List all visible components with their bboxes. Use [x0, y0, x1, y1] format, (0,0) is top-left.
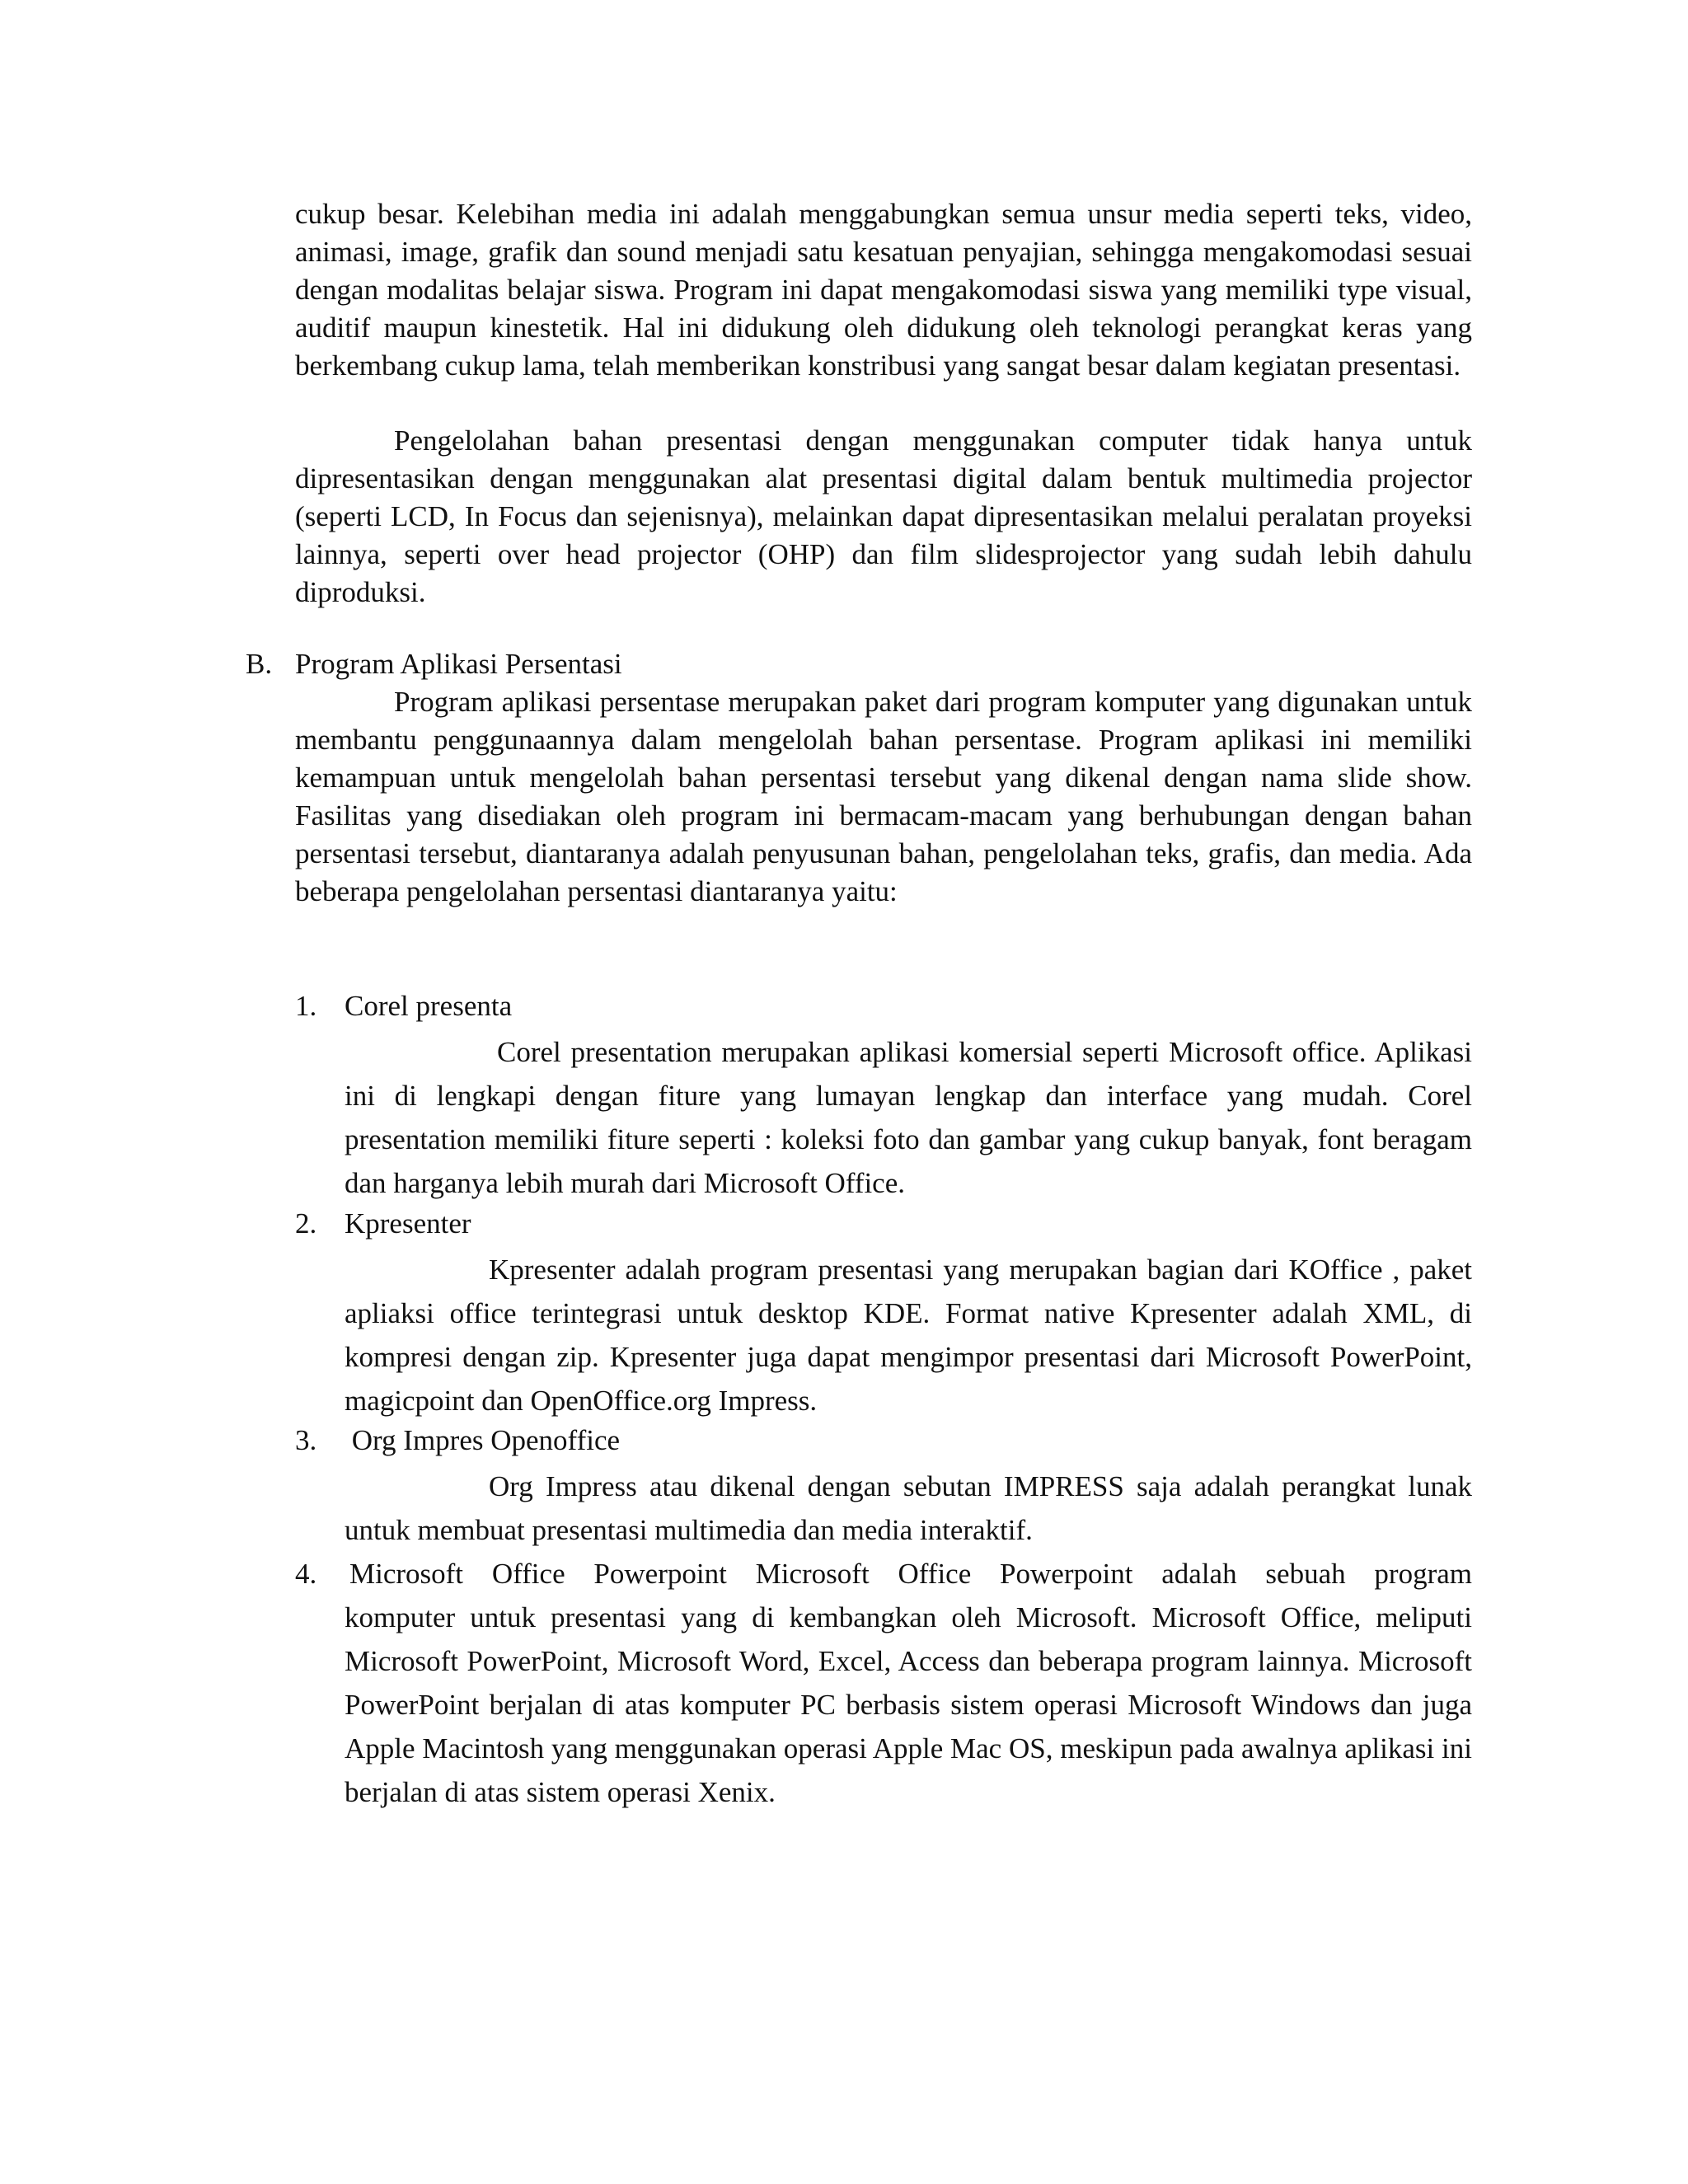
list-item-2-title: Kpresenter [345, 1207, 471, 1240]
section-b-title: Program Aplikasi Persentasi [295, 648, 622, 680]
list-item-4 [295, 1552, 1472, 1814]
section-b-letter: B. [246, 648, 273, 680]
list-item-1-number: 1. [295, 990, 317, 1022]
list-item-3-body: Org Impress atau dikenal dengan sebutan IMPRESS saja adalah perangkat lunak untuk membuat presentasi multimedia dan media interaktif. [345, 1470, 1472, 1546]
list-item-1-title: Corel presenta [345, 990, 513, 1022]
presentation-management-paragraph: Pengelolahan bahan presentasi dengan menggunakan computer tidak hanya untuk dipresentasikan dengan menggunakan alat presentasi digital dalam bentuk multimedia projector (seperti LCD, In Focus dan sejenisnya), melainkan dapat dipresentasikan melalui peralatan proyeksi lainnya, seperti over head projector (OHP) dan film slidesprojector yang sudah lebih dahulu diproduksi. [295, 424, 1472, 608]
section-b-heading [246, 645, 622, 683]
intro-paragraph: cukup besar. Kelebihan media ini adalah menggabungkan semua unsur media seperti teks, video, animasi, image, grafik dan sound menjadi satu kesatuan penyajian, sehingga mengakomodasi sesuai dengan modalitas belajar siswa. Program ini dapat mengakomodasi siswa yang memiliki type visual, auditif maupun kinestetik. Hal ini didukung oleh didukung oleh teknologi perangkat keras yang berkembang cukup lama, telah memberikan konstribusi yang sangat besar dalam kegiatan presentasi. [295, 198, 1472, 382]
list-item-2-body: Kpresenter adalah program presentasi yang merupakan bagian dari KOffice , paket apliaksi office terintegrasi untuk desktop KDE. Format native Kpresenter adalah XML, di kompresi dengan zip. Kpresenter juga dapat mengimpor presentasi dari Microsoft PowerPoint, magicpoint dan OpenOffice.org Impress. [345, 1254, 1472, 1417]
list-item-3-number: 3. [295, 1424, 317, 1456]
list-item-2-heading [295, 1205, 471, 1243]
list-item-4-body: komputer untuk presentasi yang di kembangkan oleh Microsoft. Microsoft Office, meliputi Microsoft PowerPoint, Microsoft Word, Excel, Access dan beberapa program lainnya. Microsoft PowerPoint berjalan di atas komputer PC berbasis sistem operasi Microsoft Windows dan juga Apple Macintosh yang menggunakan operasi Apple Mac OS, meskipun pada awalnya aplikasi ini berjalan di atas sistem operasi Xenix. [345, 1601, 1472, 1808]
list-item-4-number: 4. [295, 1558, 317, 1590]
list-item-1-heading [295, 987, 512, 1025]
list-item-4-first-line [295, 1552, 1472, 1596]
list-item-2-number: 2. [295, 1207, 317, 1240]
list-item-3-heading [295, 1422, 620, 1460]
list-item-1-body: Corel presentation merupakan aplikasi komersial seperti Microsoft office. Aplikasi ini di lengkapi dengan fiture yang lumayan lengkap dan interface yang mudah. Corel presentation memiliki fiture seperti : koleksi foto dan gambar yang cukup banyak, font beragam dan harganya lebih murah dari Microsoft Office. [345, 1036, 1472, 1199]
list-item-4-first-line-text: Microsoft Office Powerpoint Microsoft Office Powerpoint adalah sebuah program [349, 1558, 1472, 1590]
list-item-3-title: Org Impres Openoffice [351, 1424, 621, 1456]
section-b-paragraph: Program aplikasi persentase merupakan paket dari program komputer yang digunakan untuk membantu penggunaannya dalam mengelolah bahan persentase. Program aplikasi ini memiliki kemampuan untuk mengelolah bahan persentasi tersebut yang dikenal dengan nama slide show. Fasilitas yang disediakan oleh program ini bermacam-macam yang berhubungan dengan bahan persentasi tersebut, diantaranya adalah penyusunan bahan, pengelolahan teks, grafis, dan media. Ada beberapa pengelolahan persentasi diantaranya yaitu: [295, 686, 1472, 907]
